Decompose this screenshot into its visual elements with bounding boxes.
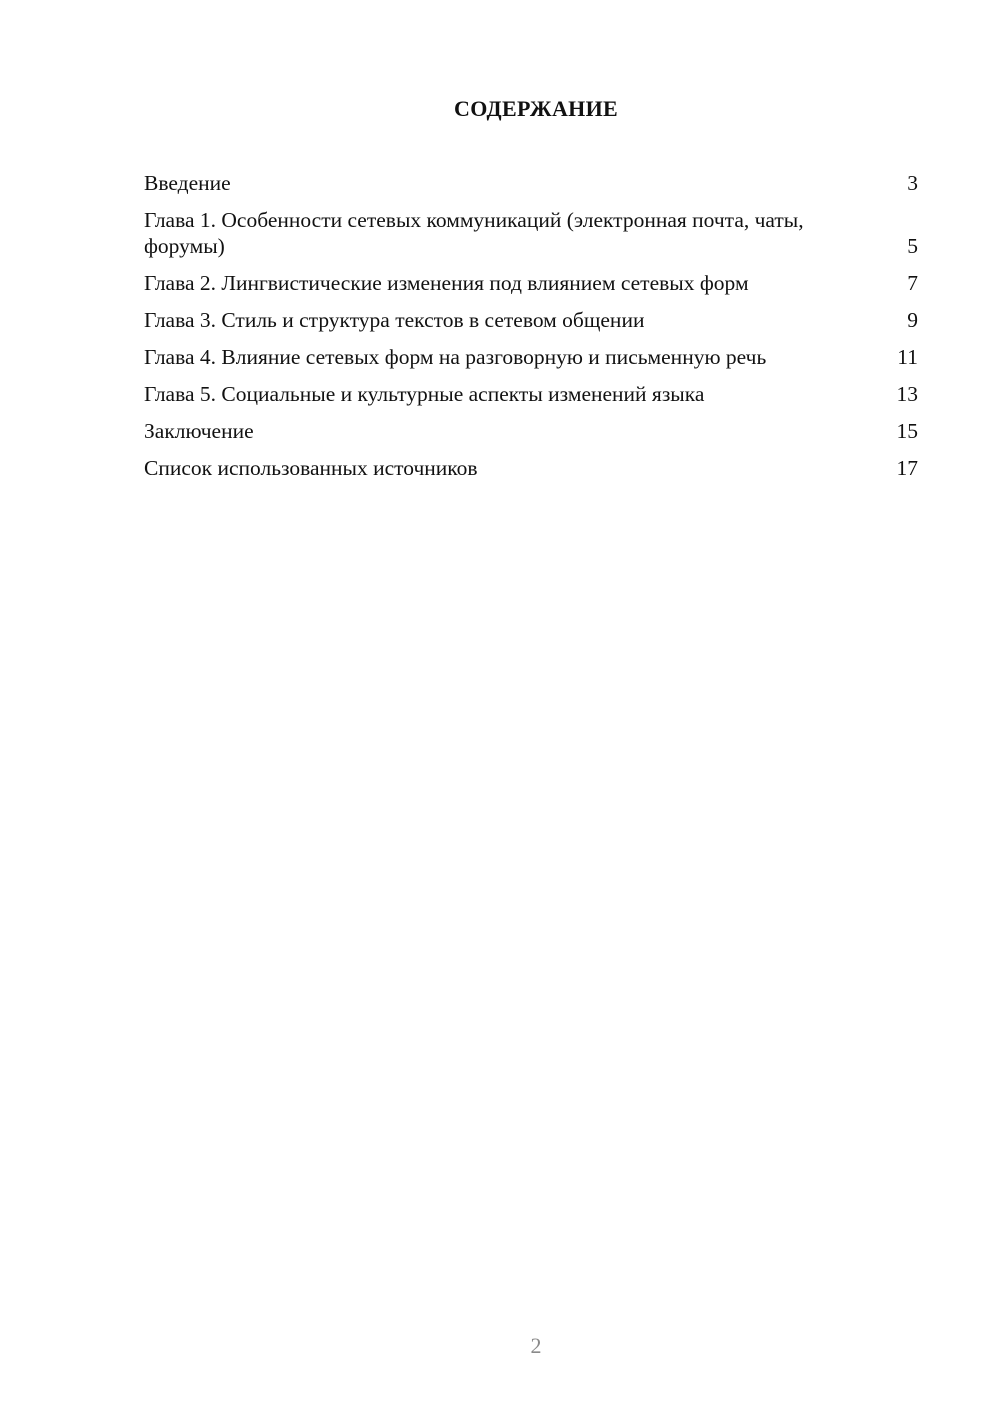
toc-entry-page: 17	[896, 456, 918, 480]
toc-entry-label: Глава 2. Лингвистические изменения под влиянием сетевых форм	[144, 271, 749, 295]
page-number: 2	[530, 1333, 542, 1358]
toc-entry-introduction[interactable]	[144, 170, 918, 196]
toc-entry-conclusion[interactable]	[144, 418, 918, 444]
toc-entry-chapter-4[interactable]	[144, 344, 918, 370]
table-of-contents	[144, 170, 918, 492]
toc-entry-page: 15	[896, 419, 918, 443]
toc-entry-label: Глава 3. Стиль и структура текстов в сетевом общении	[144, 308, 645, 332]
toc-entry-label: Введение	[144, 171, 231, 195]
toc-entry-label: Список использованных источников	[144, 456, 478, 480]
toc-entry-chapter-2[interactable]	[144, 270, 918, 296]
page-title: СОДЕРЖАНИЕ	[454, 96, 618, 121]
toc-entry-label: Глава 5. Социальные и культурные аспекты изменений языка	[144, 382, 705, 406]
toc-entry-label: Глава 1. Особенности сетевых коммуникаций (электронная почта, чаты, форумы)	[144, 208, 804, 258]
toc-entry-label: Заключение	[144, 419, 254, 443]
toc-entry-page: 5	[907, 234, 918, 258]
toc-entry-page: 7	[907, 271, 918, 295]
toc-entry-chapter-3[interactable]	[144, 307, 918, 333]
toc-entry-chapter-5[interactable]	[144, 381, 918, 407]
toc-entry-page: 9	[907, 308, 918, 332]
toc-entry-page: 11	[897, 345, 918, 369]
toc-entry-label: Глава 4. Влияние сетевых форм на разговорную и письменную речь	[144, 345, 767, 369]
toc-entry-references[interactable]	[144, 455, 918, 481]
toc-entry-chapter-1[interactable]	[144, 207, 918, 259]
toc-entry-page: 3	[907, 171, 918, 195]
toc-entry-page: 13	[896, 382, 918, 406]
